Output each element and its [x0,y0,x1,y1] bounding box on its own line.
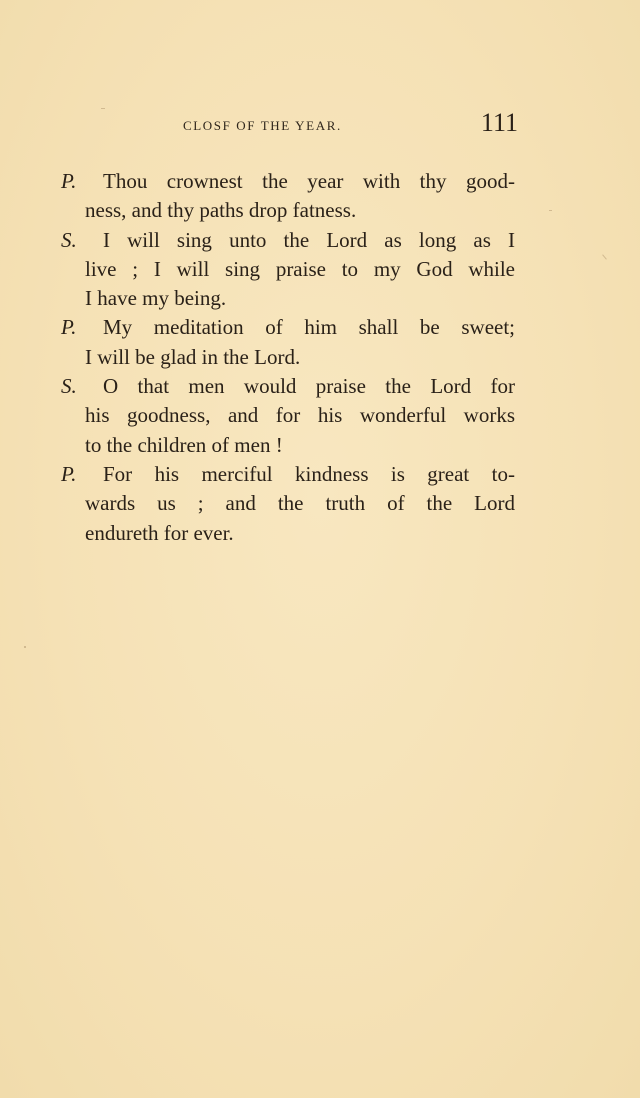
verse-line: live ; I will sing praise to my God while [85,256,515,281]
speaker-label: S. [61,374,77,399]
verse-line: Thou crownest the year with thy good- [103,169,515,193]
verse [61,167,515,226]
verse [61,226,515,314]
verse-line: to the children of men ! [85,432,283,457]
verse-line: ness, and thy paths drop fatness. [85,198,357,223]
verse-line: O that men would praise the Lord for [103,374,515,399]
paper-speck [24,646,26,648]
speaker-label: S. [61,227,77,252]
paper-speck [549,210,552,211]
verse-line: wards us ; and the truth of the Lord [85,491,515,516]
verse [61,460,515,548]
speaker-label: P. [61,461,77,486]
verse-line: For his merciful kindness is great to- [103,461,515,486]
verse-line: endureth for ever. [85,520,234,545]
paper-speck [602,254,607,259]
verse-line: I will be glad in the Lord. [85,344,301,369]
verse-line: his goodness, and for his wonderful works [85,403,515,428]
paper-speck [101,108,105,109]
speaker-label: P. [61,169,77,193]
responsive-reading [61,167,515,548]
page-number: 111 [480,108,518,137]
running-title: CLOSF OF THE YEAR. [183,118,342,133]
verse [61,313,515,372]
verse [61,372,515,460]
verse-line: My meditation of him shall be sweet; [103,315,515,340]
verse-line: I will sing unto the Lord as long as I [103,227,515,252]
verse-line: I have my being. [85,286,227,311]
speaker-label: P. [61,315,77,340]
